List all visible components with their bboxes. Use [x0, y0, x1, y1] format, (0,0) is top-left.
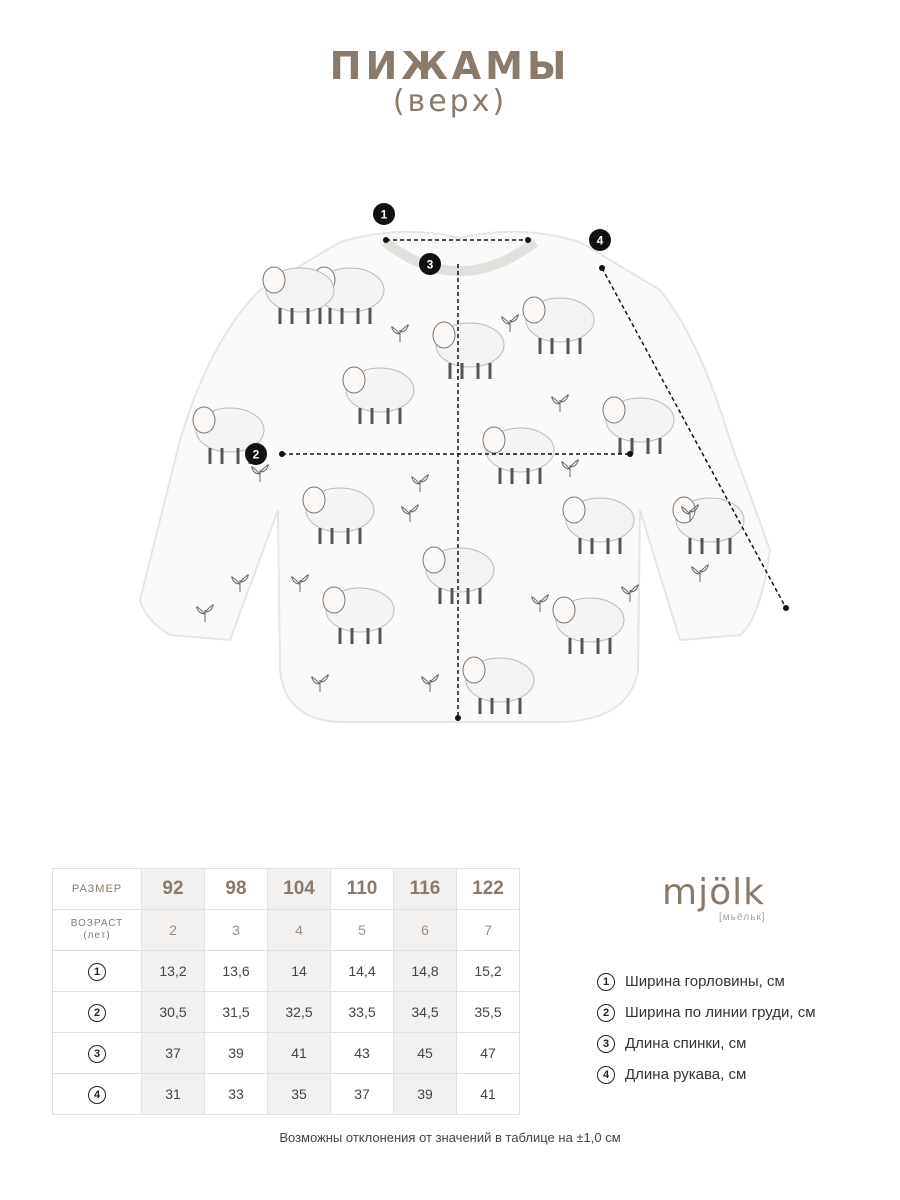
age-cell: 3 — [205, 910, 268, 951]
value-cell: 37 — [142, 1033, 205, 1074]
age-row — [53, 910, 520, 951]
row-marker-3 — [53, 1033, 142, 1074]
value-cell: 37 — [331, 1074, 394, 1115]
value-cell: 30,5 — [142, 992, 205, 1033]
legend-text: Длина рукава, см — [625, 1066, 747, 1083]
chest-width-end — [627, 451, 633, 457]
sleeve-length-end — [599, 265, 605, 271]
page-subtitle: (верх) — [392, 84, 508, 119]
value-cell: 14,4 — [331, 951, 394, 992]
row-marker-4 — [53, 1074, 142, 1115]
back-length-end — [455, 715, 461, 721]
tolerance-note: Возможны отклонения от значений в таблице на ±1,0 см — [279, 1130, 621, 1145]
age-label-unit: (лет) — [83, 930, 111, 941]
value-cell: 13,6 — [205, 951, 268, 992]
value-cell: 41 — [268, 1033, 331, 1074]
age-label-main: ВОЗРАСТ — [70, 918, 124, 929]
brand-logo-subtitle: [мьёльк] — [719, 912, 766, 923]
value-cell: 32,5 — [268, 992, 331, 1033]
number-2-icon: 2 — [88, 1004, 106, 1022]
legend-item-chest-width — [597, 997, 816, 1028]
value-cell: 15,2 — [457, 951, 520, 992]
table-row — [53, 1074, 520, 1115]
value-cell: 34,5 — [394, 992, 457, 1033]
value-cell: 14 — [268, 951, 331, 992]
neck-width-end — [525, 237, 531, 243]
value-cell: 35,5 — [457, 992, 520, 1033]
neck-width-end — [383, 237, 389, 243]
legend-text: Ширина горловины, см — [625, 973, 785, 990]
value-cell: 13,2 — [142, 951, 205, 992]
size-cell: 110 — [331, 869, 394, 910]
value-cell: 35 — [268, 1074, 331, 1115]
sleeve-length-end — [783, 605, 789, 611]
size-cell: 122 — [457, 869, 520, 910]
legend-text: Ширина по линии груди, см — [625, 1004, 816, 1021]
size-table — [52, 868, 520, 1115]
size-row — [53, 869, 520, 910]
value-cell: 45 — [394, 1033, 457, 1074]
age-row-label — [53, 910, 142, 951]
value-cell: 31 — [142, 1074, 205, 1115]
number-1-icon: 1 — [88, 963, 106, 981]
number-3-icon: 3 — [88, 1045, 106, 1063]
pajama-top-illustration — [0, 180, 900, 740]
legend-item-neck-width — [597, 966, 816, 997]
number-4-icon: 4 — [597, 1066, 615, 1084]
shirt-outline — [140, 232, 770, 722]
marker-3 — [419, 253, 441, 275]
number-2-icon: 2 — [597, 1004, 615, 1022]
measurement-legend — [597, 966, 816, 1090]
size-cell: 104 — [268, 869, 331, 910]
age-cell: 7 — [457, 910, 520, 951]
svg-text:1: 1 — [380, 207, 388, 222]
legend-item-sleeve-length — [597, 1059, 816, 1090]
brand-logo: mjölk — [662, 872, 765, 913]
age-cell: 2 — [142, 910, 205, 951]
age-cell: 4 — [268, 910, 331, 951]
svg-text:3: 3 — [426, 257, 434, 272]
marker-4 — [589, 229, 611, 251]
size-cell: 92 — [142, 869, 205, 910]
row-marker-1 — [53, 951, 142, 992]
number-3-icon: 3 — [597, 1035, 615, 1053]
legend-item-back-length — [597, 1028, 816, 1059]
table-row — [53, 951, 520, 992]
table-row — [53, 1033, 520, 1074]
svg-text:2: 2 — [252, 447, 260, 462]
size-row-label: РАЗМЕР — [53, 869, 142, 910]
value-cell: 47 — [457, 1033, 520, 1074]
value-cell: 43 — [331, 1033, 394, 1074]
value-cell: 41 — [457, 1074, 520, 1115]
value-cell: 33 — [205, 1074, 268, 1115]
age-cell: 5 — [331, 910, 394, 951]
marker-1 — [373, 203, 395, 225]
value-cell: 33,5 — [331, 992, 394, 1033]
number-4-icon: 4 — [88, 1086, 106, 1104]
value-cell: 39 — [205, 1033, 268, 1074]
svg-text:4: 4 — [596, 233, 604, 248]
chest-width-end — [279, 451, 285, 457]
marker-2 — [245, 443, 267, 465]
number-1-icon: 1 — [597, 973, 615, 991]
age-cell: 6 — [394, 910, 457, 951]
page-title: ПИЖАМЫ — [329, 44, 571, 88]
size-cell: 98 — [205, 869, 268, 910]
value-cell: 14,8 — [394, 951, 457, 992]
size-cell: 116 — [394, 869, 457, 910]
value-cell: 39 — [394, 1074, 457, 1115]
row-marker-2 — [53, 992, 142, 1033]
table-row — [53, 992, 520, 1033]
value-cell: 31,5 — [205, 992, 268, 1033]
legend-text: Длина спинки, см — [625, 1035, 747, 1052]
